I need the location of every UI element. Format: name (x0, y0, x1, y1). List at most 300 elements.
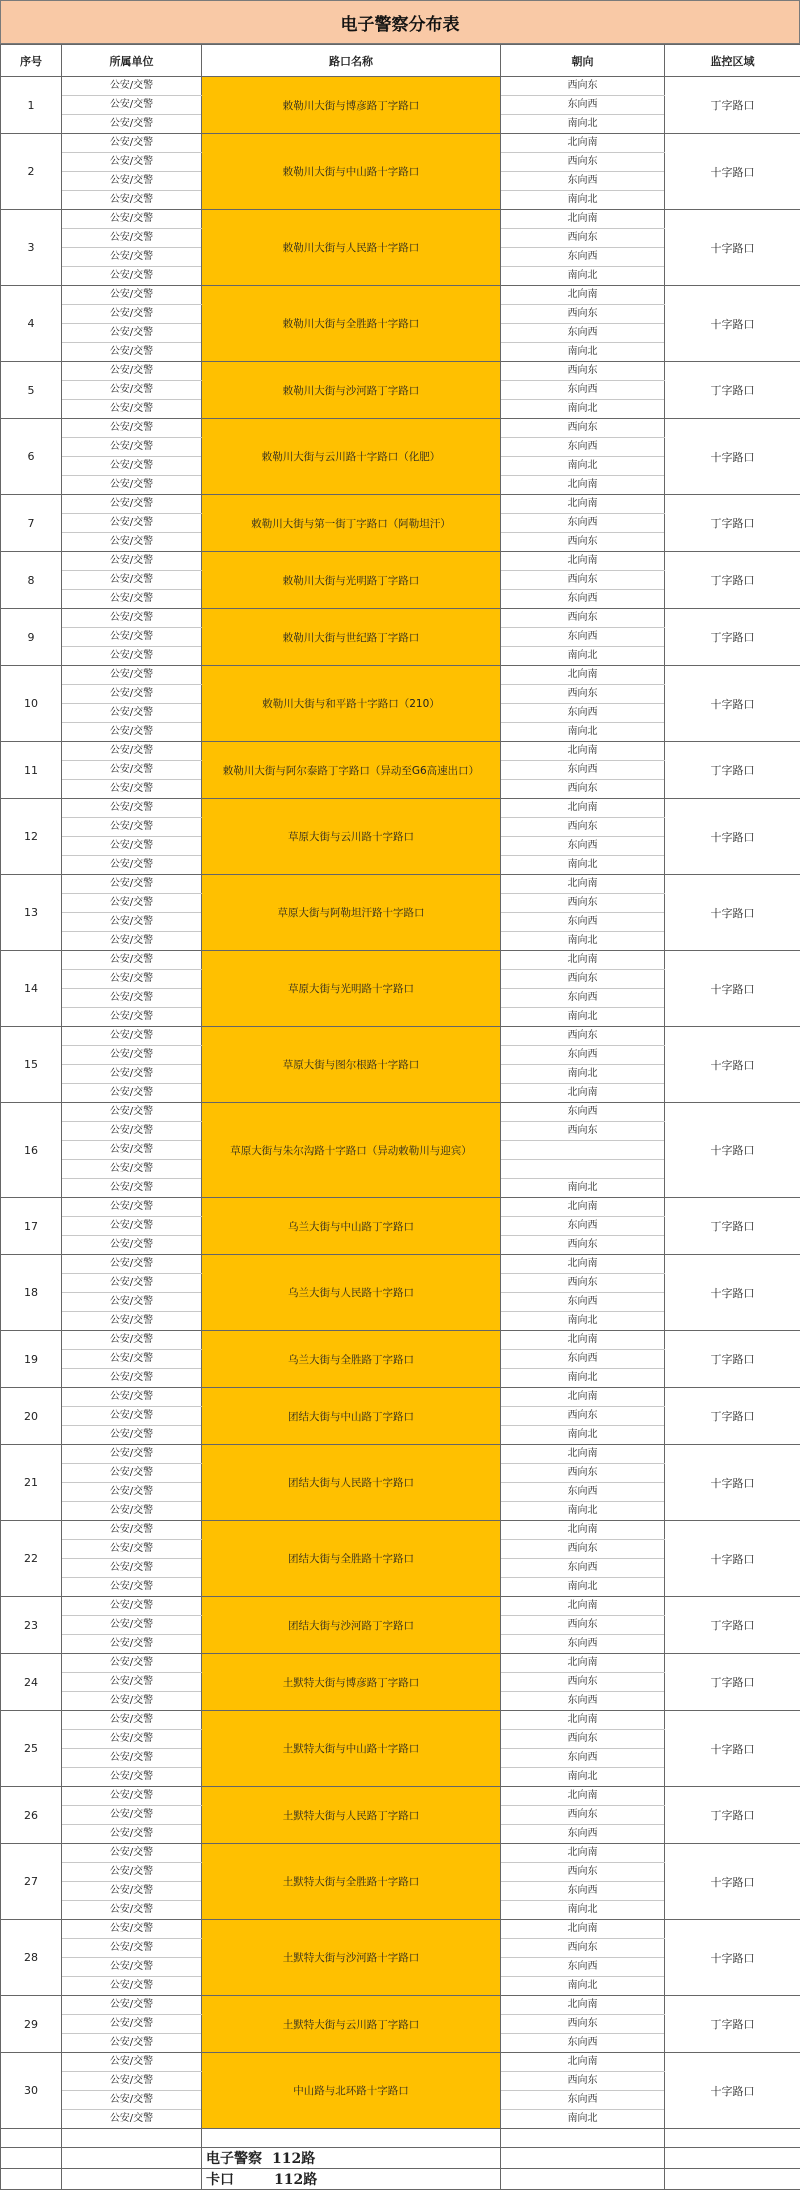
distribution-table (0, 44, 800, 2190)
row-unit: 公安/交警 (62, 1692, 202, 1711)
row-direction (501, 1160, 665, 1179)
row-seq: 28 (1, 1920, 62, 1996)
row-direction: 西向东 (501, 533, 665, 552)
row-direction: 北向南 (501, 742, 665, 761)
row-unit: 公安/交警 (62, 742, 202, 761)
row-direction: 东向西 (501, 1483, 665, 1502)
row-unit: 公安/交警 (62, 780, 202, 799)
summary-e-police-row (1, 2148, 800, 2169)
row-zone: 丁字路口 (665, 552, 800, 609)
row-unit: 公安/交警 (62, 552, 202, 571)
table-row (1, 1103, 800, 1122)
row-direction: 西向东 (501, 1806, 665, 1825)
table-row (1, 742, 800, 761)
row-unit: 公安/交警 (62, 1673, 202, 1692)
summary-checkpoint-label: 卡口 (206, 2172, 234, 2188)
row-unit: 公安/交警 (62, 1540, 202, 1559)
row-seq: 30 (1, 2053, 62, 2129)
row-unit: 公安/交警 (62, 1958, 202, 1977)
summary-empty-cell (501, 2169, 665, 2190)
row-direction: 南向北 (501, 115, 665, 134)
row-direction: 东向西 (501, 438, 665, 457)
row-unit: 公安/交警 (62, 1198, 202, 1217)
row-zone: 丁字路口 (665, 1597, 800, 1654)
row-unit: 公安/交警 (62, 1806, 202, 1825)
row-seq: 5 (1, 362, 62, 419)
row-unit: 公安/交警 (62, 457, 202, 476)
row-direction: 西向东 (501, 609, 665, 628)
row-unit: 公安/交警 (62, 1654, 202, 1673)
row-direction: 北向南 (501, 666, 665, 685)
row-zone: 十字路口 (665, 951, 800, 1027)
row-direction: 东向西 (501, 1350, 665, 1369)
table-row (1, 1597, 800, 1616)
row-direction (501, 1141, 665, 1160)
row-direction: 东向西 (501, 1825, 665, 1844)
row-zone: 十字路口 (665, 875, 800, 951)
row-direction: 北向南 (501, 799, 665, 818)
header-row (1, 45, 800, 77)
row-direction: 南向北 (501, 1578, 665, 1597)
row-direction: 东向西 (501, 913, 665, 932)
row-direction: 东向西 (501, 590, 665, 609)
row-direction: 西向东 (501, 77, 665, 96)
row-road-name: 草原大街与朱尔沟路十字路口（异动敕勒川与迎宾） (202, 1103, 501, 1198)
row-seq: 22 (1, 1521, 62, 1597)
row-seq: 17 (1, 1198, 62, 1255)
row-direction: 南向北 (501, 1065, 665, 1084)
summary-empty-cell (665, 2169, 800, 2190)
summary-empty-cell (1, 2169, 62, 2190)
blank-cell (202, 2129, 501, 2148)
row-unit: 公安/交警 (62, 191, 202, 210)
row-direction: 南向北 (501, 1312, 665, 1331)
table-row (1, 1198, 800, 1217)
table-row (1, 77, 800, 96)
table-row (1, 2053, 800, 2072)
table-row (1, 1445, 800, 1464)
row-road-name: 敕勒川大街与云川路十字路口（化肥） (202, 419, 501, 495)
row-direction: 北向南 (501, 476, 665, 495)
row-zone: 丁字路口 (665, 1331, 800, 1388)
summary-checkpoint-row (1, 2169, 800, 2190)
row-unit: 公安/交警 (62, 1312, 202, 1331)
row-seq: 15 (1, 1027, 62, 1103)
row-direction: 北向南 (501, 134, 665, 153)
row-seq: 2 (1, 134, 62, 210)
row-unit: 公安/交警 (62, 1521, 202, 1540)
summary-empty-cell (1, 2148, 62, 2169)
row-direction: 西向东 (501, 1122, 665, 1141)
row-unit: 公安/交警 (62, 723, 202, 742)
table-row (1, 875, 800, 894)
row-unit: 公安/交警 (62, 1749, 202, 1768)
row-unit: 公安/交警 (62, 1483, 202, 1502)
row-unit: 公安/交警 (62, 1996, 202, 2015)
row-direction: 西向东 (501, 305, 665, 324)
row-unit: 公安/交警 (62, 1293, 202, 1312)
row-unit: 公安/交警 (62, 1920, 202, 1939)
row-direction: 北向南 (501, 1711, 665, 1730)
sheet-title: 电子警察分布表 (0, 0, 800, 44)
row-zone: 丁字路口 (665, 742, 800, 799)
row-unit: 公安/交警 (62, 970, 202, 989)
row-unit: 公安/交警 (62, 2015, 202, 2034)
row-direction: 东向西 (501, 761, 665, 780)
row-unit: 公安/交警 (62, 856, 202, 875)
row-direction: 西向东 (501, 1236, 665, 1255)
row-seq: 9 (1, 609, 62, 666)
row-direction: 东向西 (501, 1103, 665, 1122)
row-direction: 东向西 (501, 704, 665, 723)
row-direction: 东向西 (501, 514, 665, 533)
table-row (1, 1787, 800, 1806)
row-road-name: 团结大街与中山路丁字路口 (202, 1388, 501, 1445)
row-unit: 公安/交警 (62, 514, 202, 533)
summary-e-police (202, 2148, 501, 2169)
row-direction: 西向东 (501, 1540, 665, 1559)
row-direction: 东向西 (501, 1217, 665, 1236)
table-row (1, 362, 800, 381)
table-row (1, 495, 800, 514)
row-unit: 公安/交警 (62, 343, 202, 362)
row-zone: 十字路口 (665, 1027, 800, 1103)
row-unit: 公安/交警 (62, 1882, 202, 1901)
blank-row (1, 2129, 800, 2148)
row-zone: 十字路口 (665, 1711, 800, 1787)
row-road-name: 草原大街与阿勒坦汗路十字路口 (202, 875, 501, 951)
row-unit: 公安/交警 (62, 438, 202, 457)
row-direction: 东向西 (501, 1749, 665, 1768)
row-unit: 公安/交警 (62, 894, 202, 913)
row-road-name: 敕勒川大街与光明路丁字路口 (202, 552, 501, 609)
row-unit: 公安/交警 (62, 77, 202, 96)
row-unit: 公安/交警 (62, 1160, 202, 1179)
row-seq: 21 (1, 1445, 62, 1521)
row-road-name: 乌兰大街与中山路丁字路口 (202, 1198, 501, 1255)
row-direction: 西向东 (501, 818, 665, 837)
row-unit: 公安/交警 (62, 989, 202, 1008)
row-unit: 公安/交警 (62, 1046, 202, 1065)
row-direction: 西向东 (501, 1027, 665, 1046)
row-road-name: 乌兰大街与全胜路丁字路口 (202, 1331, 501, 1388)
row-unit: 公安/交警 (62, 419, 202, 438)
row-unit: 公安/交警 (62, 1388, 202, 1407)
row-unit: 公安/交警 (62, 2034, 202, 2053)
row-zone: 丁字路口 (665, 1787, 800, 1844)
row-seq: 19 (1, 1331, 62, 1388)
row-unit: 公安/交警 (62, 1711, 202, 1730)
row-unit: 公安/交警 (62, 248, 202, 267)
blank-cell (501, 2129, 665, 2148)
row-unit: 公安/交警 (62, 1122, 202, 1141)
summary-checkpoint-value: 112路 (274, 2172, 318, 2188)
table-row (1, 1331, 800, 1350)
row-direction: 北向南 (501, 1844, 665, 1863)
row-unit: 公安/交警 (62, 1027, 202, 1046)
row-unit: 公安/交警 (62, 495, 202, 514)
row-road-name: 土默特大街与博彦路丁字路口 (202, 1654, 501, 1711)
row-direction: 西向东 (501, 1863, 665, 1882)
row-unit: 公安/交警 (62, 134, 202, 153)
row-road-name: 敕勒川大街与阿尔泰路丁字路口（异动至G6高速出口） (202, 742, 501, 799)
row-road-name: 敕勒川大街与沙河路丁字路口 (202, 362, 501, 419)
row-direction: 北向南 (501, 1654, 665, 1673)
table-row (1, 951, 800, 970)
row-unit: 公安/交警 (62, 951, 202, 970)
row-zone: 十字路口 (665, 1844, 800, 1920)
row-unit: 公安/交警 (62, 1236, 202, 1255)
row-direction: 西向东 (501, 685, 665, 704)
row-seq: 24 (1, 1654, 62, 1711)
row-zone: 丁字路口 (665, 609, 800, 666)
row-unit: 公安/交警 (62, 2091, 202, 2110)
row-unit: 公安/交警 (62, 153, 202, 172)
row-seq: 8 (1, 552, 62, 609)
row-direction: 西向东 (501, 970, 665, 989)
row-road-name: 草原大街与云川路十字路口 (202, 799, 501, 875)
row-unit: 公安/交警 (62, 628, 202, 647)
table-row (1, 419, 800, 438)
row-unit: 公安/交警 (62, 1179, 202, 1198)
row-direction: 西向东 (501, 1407, 665, 1426)
row-road-name: 土默特大街与人民路丁字路口 (202, 1787, 501, 1844)
row-zone: 丁字路口 (665, 1388, 800, 1445)
row-zone: 十字路口 (665, 666, 800, 742)
table-row (1, 1255, 800, 1274)
row-direction: 西向东 (501, 2072, 665, 2091)
row-zone: 十字路口 (665, 210, 800, 286)
row-zone: 十字路口 (665, 286, 800, 362)
row-direction: 南向北 (501, 1768, 665, 1787)
row-unit: 公安/交警 (62, 818, 202, 837)
table-row (1, 1844, 800, 1863)
summary-e-police-label: 电子警察 (206, 2151, 262, 2167)
row-unit: 公安/交警 (62, 647, 202, 666)
row-zone: 丁字路口 (665, 1198, 800, 1255)
row-zone: 十字路口 (665, 1920, 800, 1996)
row-direction: 南向北 (501, 1502, 665, 1521)
row-direction: 南向北 (501, 457, 665, 476)
row-road-name: 土默特大街与云川路丁字路口 (202, 1996, 501, 2053)
row-zone: 十字路口 (665, 2053, 800, 2129)
row-direction: 南向北 (501, 647, 665, 666)
table-row (1, 799, 800, 818)
row-seq: 11 (1, 742, 62, 799)
row-direction: 南向北 (501, 723, 665, 742)
table-row (1, 1996, 800, 2015)
row-direction: 西向东 (501, 1939, 665, 1958)
row-zone: 丁字路口 (665, 77, 800, 134)
row-zone: 十字路口 (665, 799, 800, 875)
row-zone: 十字路口 (665, 1255, 800, 1331)
row-seq: 20 (1, 1388, 62, 1445)
row-unit: 公安/交警 (62, 1008, 202, 1027)
row-direction: 北向南 (501, 495, 665, 514)
row-direction: 南向北 (501, 2110, 665, 2129)
summary-checkpoint (202, 2169, 501, 2190)
row-seq: 4 (1, 286, 62, 362)
row-direction: 北向南 (501, 1388, 665, 1407)
summary-empty-cell (665, 2148, 800, 2169)
row-zone: 丁字路口 (665, 1654, 800, 1711)
row-seq: 1 (1, 77, 62, 134)
row-unit: 公安/交警 (62, 1350, 202, 1369)
header-zone: 监控区域 (665, 45, 800, 77)
row-road-name: 敕勒川大街与和平路十字路口（210） (202, 666, 501, 742)
table-row (1, 552, 800, 571)
row-unit: 公安/交警 (62, 229, 202, 248)
row-unit: 公安/交警 (62, 476, 202, 495)
row-unit: 公安/交警 (62, 1255, 202, 1274)
row-direction: 东向西 (501, 381, 665, 400)
row-direction: 南向北 (501, 1179, 665, 1198)
row-unit: 公安/交警 (62, 362, 202, 381)
row-direction: 东向西 (501, 96, 665, 115)
row-unit: 公安/交警 (62, 1369, 202, 1388)
row-unit: 公安/交警 (62, 2072, 202, 2091)
row-direction: 东向西 (501, 1635, 665, 1654)
row-direction: 西向东 (501, 1673, 665, 1692)
row-direction: 东向西 (501, 1559, 665, 1578)
row-seq: 16 (1, 1103, 62, 1198)
row-seq: 25 (1, 1711, 62, 1787)
row-direction: 北向南 (501, 2053, 665, 2072)
row-direction: 西向东 (501, 419, 665, 438)
row-unit: 公安/交警 (62, 704, 202, 723)
row-direction: 东向西 (501, 1293, 665, 1312)
row-unit: 公安/交警 (62, 932, 202, 951)
row-seq: 12 (1, 799, 62, 875)
row-unit: 公安/交警 (62, 1274, 202, 1293)
row-zone: 丁字路口 (665, 362, 800, 419)
row-seq: 18 (1, 1255, 62, 1331)
row-unit: 公安/交警 (62, 761, 202, 780)
row-seq: 7 (1, 495, 62, 552)
row-direction: 西向东 (501, 2015, 665, 2034)
row-direction: 西向东 (501, 1616, 665, 1635)
row-road-name: 草原大街与光明路十字路口 (202, 951, 501, 1027)
row-seq: 26 (1, 1787, 62, 1844)
summary-empty-cell (62, 2148, 202, 2169)
row-unit: 公安/交警 (62, 1768, 202, 1787)
row-direction: 南向北 (501, 267, 665, 286)
row-unit: 公安/交警 (62, 1065, 202, 1084)
row-seq: 10 (1, 666, 62, 742)
row-direction: 南向北 (501, 400, 665, 419)
row-unit: 公安/交警 (62, 571, 202, 590)
row-road-name: 敕勒川大街与博彦路丁字路口 (202, 77, 501, 134)
row-zone: 十字路口 (665, 134, 800, 210)
row-seq: 3 (1, 210, 62, 286)
row-direction: 东向西 (501, 1692, 665, 1711)
row-unit: 公安/交警 (62, 1901, 202, 1920)
row-unit: 公安/交警 (62, 1445, 202, 1464)
row-road-name: 乌兰大街与人民路十字路口 (202, 1255, 501, 1331)
row-direction: 北向南 (501, 286, 665, 305)
table-row (1, 1711, 800, 1730)
row-direction: 南向北 (501, 1369, 665, 1388)
row-zone: 十字路口 (665, 1521, 800, 1597)
row-unit: 公安/交警 (62, 590, 202, 609)
row-direction: 北向南 (501, 210, 665, 229)
row-unit: 公安/交警 (62, 837, 202, 856)
row-unit: 公安/交警 (62, 1407, 202, 1426)
row-unit: 公安/交警 (62, 1730, 202, 1749)
row-unit: 公安/交警 (62, 1844, 202, 1863)
summary-empty-cell (62, 2169, 202, 2190)
row-unit: 公安/交警 (62, 210, 202, 229)
row-unit: 公安/交警 (62, 1217, 202, 1236)
row-road-name: 团结大街与全胜路十字路口 (202, 1521, 501, 1597)
row-direction: 北向南 (501, 1920, 665, 1939)
row-seq: 6 (1, 419, 62, 495)
row-direction: 北向南 (501, 1521, 665, 1540)
table-row (1, 210, 800, 229)
table-row (1, 1388, 800, 1407)
row-seq: 27 (1, 1844, 62, 1920)
row-seq: 29 (1, 1996, 62, 2053)
row-seq: 23 (1, 1597, 62, 1654)
row-direction: 南向北 (501, 1977, 665, 1996)
row-direction: 南向北 (501, 191, 665, 210)
row-unit: 公安/交警 (62, 685, 202, 704)
table-row (1, 1654, 800, 1673)
row-unit: 公安/交警 (62, 2053, 202, 2072)
row-direction: 西向东 (501, 894, 665, 913)
blank-cell (62, 2129, 202, 2148)
row-direction: 东向西 (501, 989, 665, 1008)
row-direction: 东向西 (501, 2034, 665, 2053)
table-row (1, 1920, 800, 1939)
row-direction: 西向东 (501, 153, 665, 172)
row-direction: 东向西 (501, 628, 665, 647)
row-road-name: 土默特大街与沙河路十字路口 (202, 1920, 501, 1996)
row-unit: 公安/交警 (62, 172, 202, 191)
row-road-name: 土默特大街与全胜路十字路口 (202, 1844, 501, 1920)
row-road-name: 敕勒川大街与世纪路丁字路口 (202, 609, 501, 666)
row-direction: 南向北 (501, 1426, 665, 1445)
row-direction: 北向南 (501, 1331, 665, 1350)
row-unit: 公安/交警 (62, 1616, 202, 1635)
row-unit: 公安/交警 (62, 799, 202, 818)
row-direction: 南向北 (501, 1008, 665, 1027)
row-unit: 公安/交警 (62, 267, 202, 286)
row-direction: 西向东 (501, 1730, 665, 1749)
row-road-name: 敕勒川大街与第一街丁字路口（阿勒坦汗） (202, 495, 501, 552)
row-unit: 公安/交警 (62, 533, 202, 552)
row-direction: 北向南 (501, 1445, 665, 1464)
row-road-name: 草原大街与图尔根路十字路口 (202, 1027, 501, 1103)
row-unit: 公安/交警 (62, 609, 202, 628)
row-unit: 公安/交警 (62, 1426, 202, 1445)
row-unit: 公安/交警 (62, 324, 202, 343)
row-unit: 公安/交警 (62, 1787, 202, 1806)
row-direction: 西向东 (501, 1464, 665, 1483)
summary-empty-cell (501, 2148, 665, 2169)
row-unit: 公安/交警 (62, 115, 202, 134)
row-direction: 北向南 (501, 1084, 665, 1103)
blank-cell (665, 2129, 800, 2148)
row-unit: 公安/交警 (62, 96, 202, 115)
row-seq: 14 (1, 951, 62, 1027)
row-direction: 东向西 (501, 1882, 665, 1901)
row-unit: 公安/交警 (62, 875, 202, 894)
table-row (1, 134, 800, 153)
row-unit: 公安/交警 (62, 1825, 202, 1844)
row-zone: 丁字路口 (665, 495, 800, 552)
row-direction: 南向北 (501, 932, 665, 951)
